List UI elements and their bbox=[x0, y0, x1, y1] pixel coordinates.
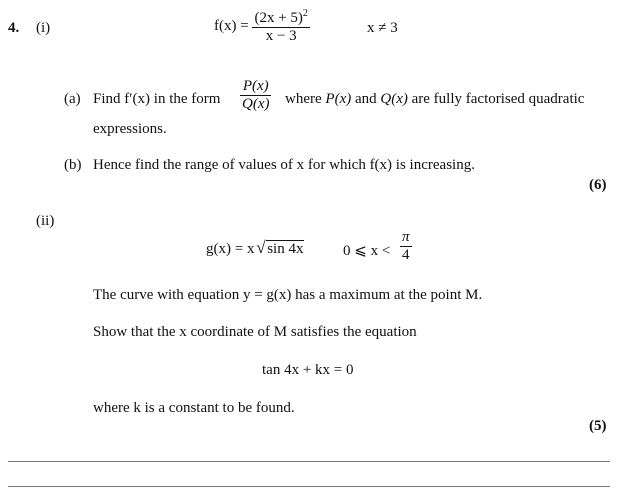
question-number: 4. bbox=[8, 20, 20, 36]
part-a-text-4: expressions. bbox=[93, 121, 167, 137]
part-b-label: (b) bbox=[64, 157, 82, 173]
part-ii-label: (ii) bbox=[36, 213, 55, 229]
part-ii-equation: tan 4x + kx = 0 bbox=[262, 362, 354, 378]
part-a-label: (a) bbox=[64, 91, 81, 107]
f-definition bbox=[214, 8, 310, 45]
part-ii-line-3: where k is a constant to be found. bbox=[93, 400, 295, 416]
part-ii-line-1: The curve with equation y = g(x) has a maximum at the point M. bbox=[93, 287, 483, 303]
answer-line-2 bbox=[8, 486, 610, 487]
range-den: 4 bbox=[400, 246, 412, 264]
f-numerator: (2x + 5) bbox=[254, 10, 303, 26]
part-ii-line-2: Show that the x coordinate of M satisfies the equation bbox=[93, 324, 417, 340]
f-exponent: 2 bbox=[302, 8, 308, 19]
part-ii-marks: (5) bbox=[589, 418, 607, 434]
part-b-text: Hence find the range of values of x for which f(x) is increasing. bbox=[93, 157, 475, 173]
part-a-frac-num: P(x) bbox=[242, 78, 269, 94]
g-radicand: sin 4x bbox=[267, 241, 304, 257]
part-i-label: (i) bbox=[36, 20, 51, 36]
part-i-marks: (6) bbox=[589, 177, 607, 193]
answer-line-1 bbox=[8, 461, 610, 462]
f-lhs: f(x) = bbox=[214, 17, 249, 34]
sqrt-symbol: √ sin 4x bbox=[256, 238, 304, 257]
f-denominator: x − 3 bbox=[252, 27, 309, 45]
part-a-frac-den: Q(x) bbox=[242, 96, 270, 112]
g-lhs: g(x) = x bbox=[206, 241, 255, 257]
part-a-text-1: Find f′(x) in the form bbox=[93, 91, 221, 107]
g-definition bbox=[206, 238, 304, 258]
part-a-text-2: where P(x) and Q(x) are fully factorised quadratic bbox=[285, 91, 585, 107]
part-a-fraction bbox=[240, 78, 271, 113]
f-fraction bbox=[252, 8, 309, 45]
g-range-fraction bbox=[400, 229, 412, 264]
f-condition: x ≠ 3 bbox=[367, 20, 398, 36]
range-num: π bbox=[402, 229, 410, 245]
g-range: 0 ⩽ x < bbox=[343, 243, 391, 259]
